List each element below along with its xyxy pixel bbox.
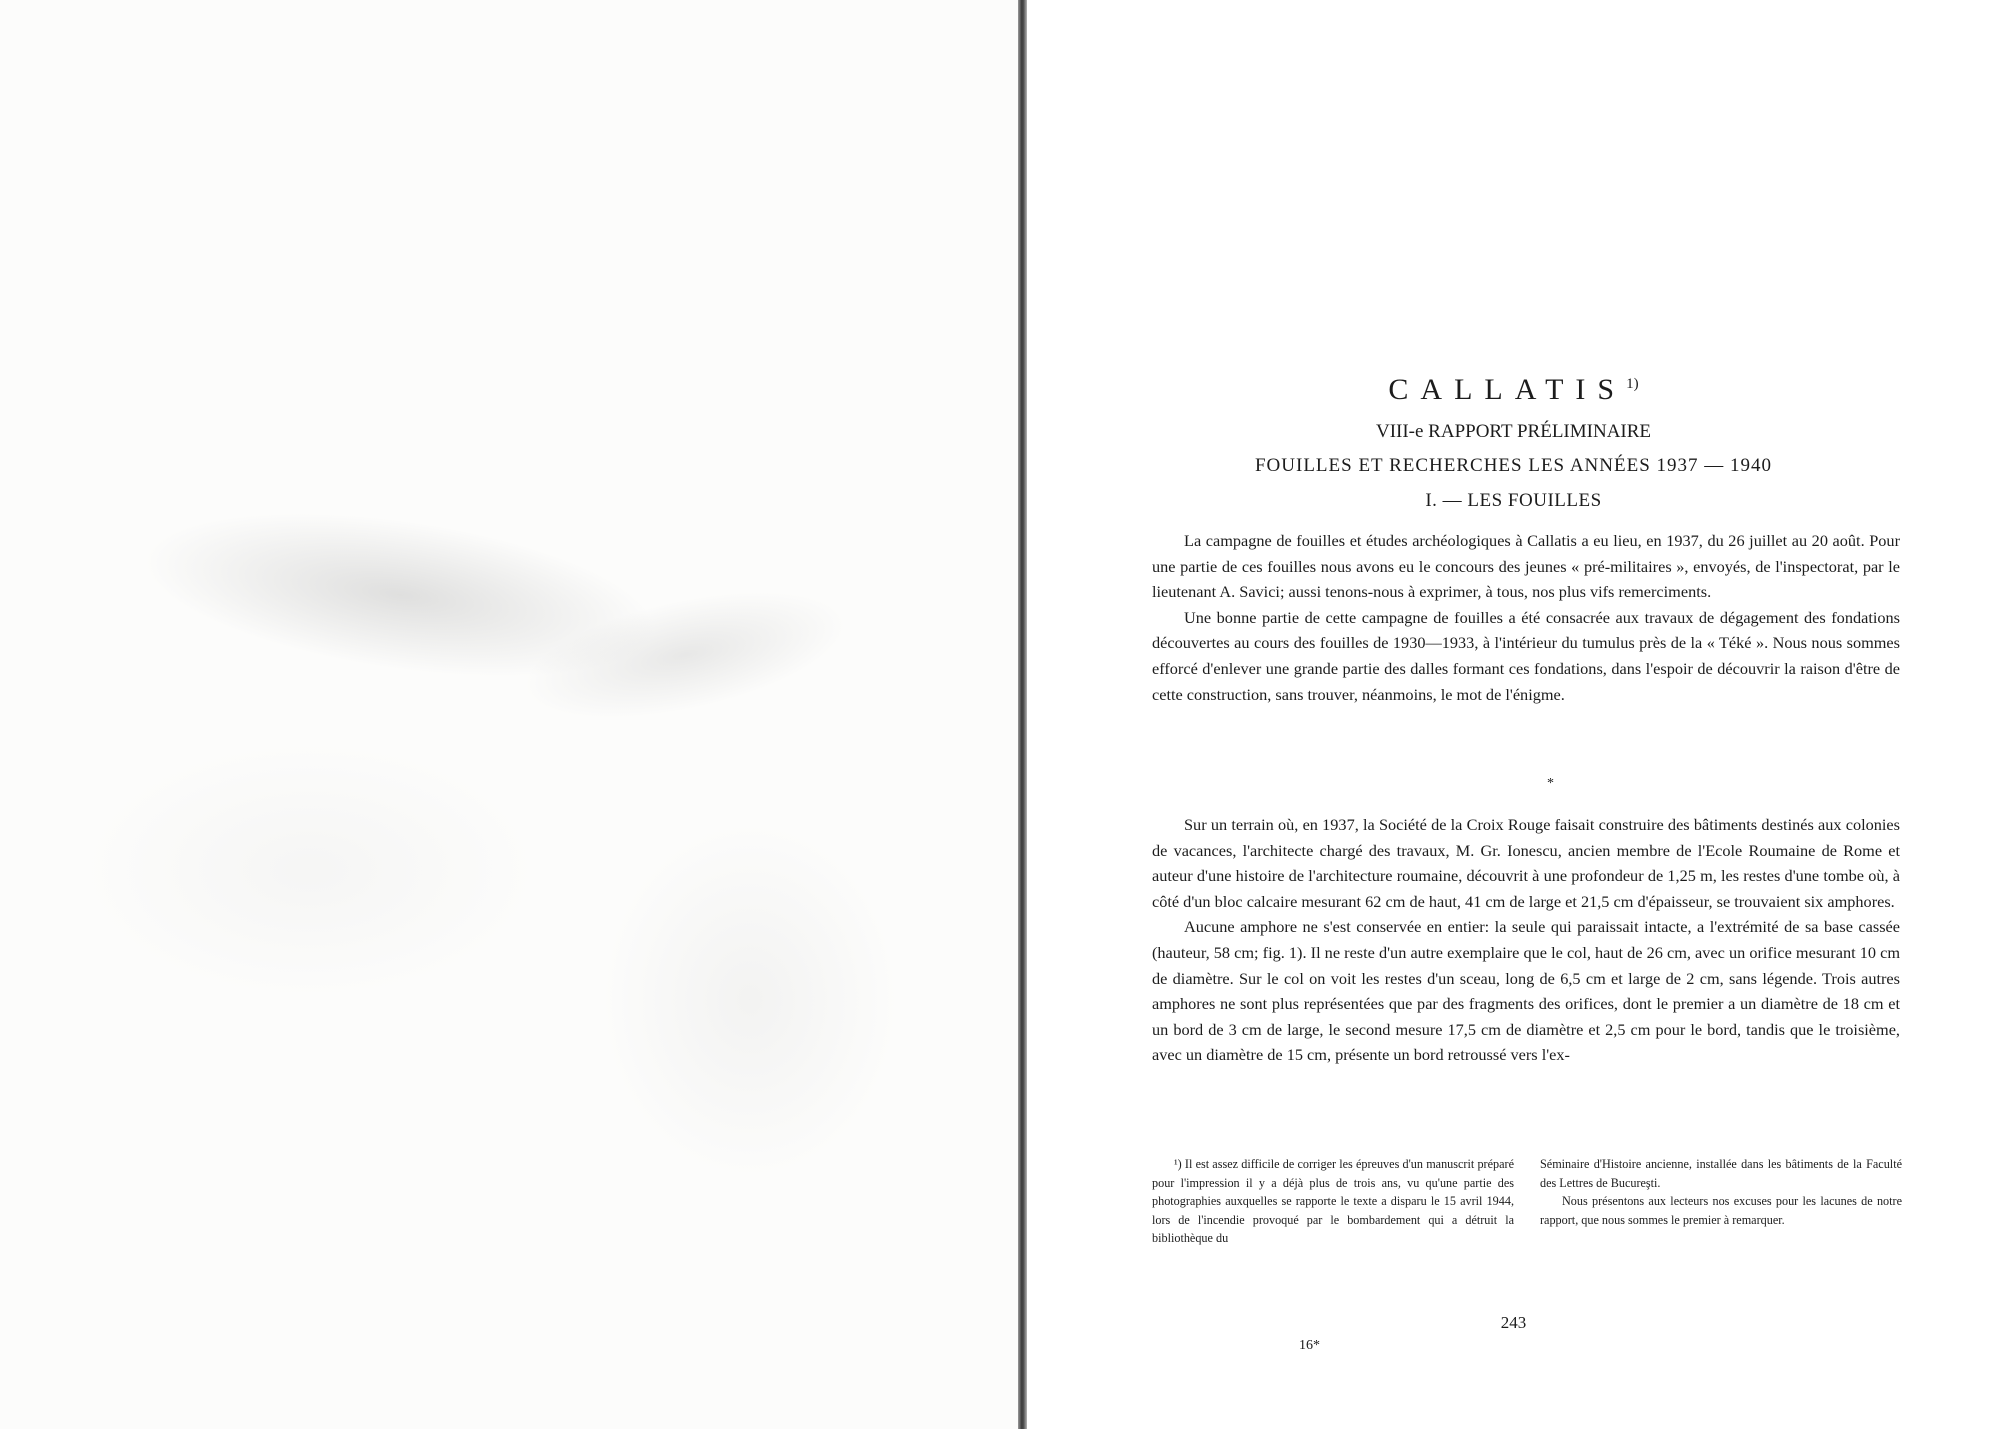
footnote-text: ¹) Il est assez difficile de corriger les épreuves d'un manuscrit préparé pour l'impression il y a déjà plus de trois ans, vu qu'une partie des photographies auxquelles se rapporte le texte a disparu le 15 avril 1944, lors de l'incendie provoqué par le bombardement qui a détruit la bibliothèque du: [1152, 1157, 1514, 1245]
footnote-left-column: [1152, 1155, 1514, 1248]
paragraph: Sur un terrain où, en 1937, la Société de la Croix Rouge faisait construire des bâtiments destinés aux colonies de vacances, l'architecte chargé des travaux, M. Gr. Ionescu, ancien membre de l'Ecole Roumaine de Rome et auteur d'une histoire de l'architecture roumaine, découvrit à une profondeur de 1,25 m, les restes d'une tombe où, à côté d'un bloc calcaire mesurant 62 cm de haut, 41 cm de large et 21,5 cm d'épaisseur, se trouvaient six amphores.: [1152, 815, 1900, 911]
page-title: [1027, 373, 2000, 407]
report-subtitle: VIII-e RAPPORT PRÉLIMINAIRE: [1375, 421, 1652, 442]
years-subtitle: FOUILLES ET RECHERCHES LES ANNÉES 1937 — 1940: [1254, 455, 1773, 476]
footnotes: [1152, 1155, 1902, 1248]
body-text-block: [1152, 528, 1900, 707]
paragraph: La campagne de fouilles et études archéologiques à Callatis a eu lieu, en 1937, du 26 juillet au 20 août. Pour une partie de ces fouilles nous avons eu le concours des jeunes « pré-militaires », envoyés, de l'inspectorat, par le lieutenant A. Savici; aussi tenons-nous à exprimer, à tous, nos plus vifs remerciments.: [1152, 531, 1900, 602]
paragraph: Aucune amphore ne s'est conservée en entier: la seule qui paraissait intacte, a l'extrémité de sa base cassée (hauteur, 58 cm; fig. 1). Il ne reste d'un autre exemplaire que le col, haut de 26 cm, avec un orifice mesurant 10 cm de diamètre. Sur le col on voit les restes d'un sceau, long de 6,5 cm et large de 2 cm, sans légende. Trois autres amphores ne sont plus représentées que par des fragments des orifices, dont le premier a un diamètre de 18 cm et un bord de 3 cm de large, le second mesure 17,5 cm de diamètre et 2,5 cm pour le bord, tandis que le troisième, avec un diamètre de 15 cm, présente un bord retroussé vers l'ex-: [1152, 917, 1900, 1065]
left-page-smudge: [80, 740, 540, 1000]
book-gutter: [1018, 0, 1027, 1429]
title-footnote-marker: 1): [1626, 376, 1639, 392]
footnote-text: Séminaire d'Histoire ancienne, installée dans les bâtiments de la Faculté des Lettres de Bucureşti.: [1540, 1157, 1902, 1190]
left-page-smudge: [600, 820, 900, 1180]
footnote-right-column: [1540, 1155, 1902, 1248]
section-heading: I. — LES FOUILLES: [1425, 490, 1602, 511]
paragraph: Une bonne partie de cette campagne de fouilles a été consacrée aux travaux de dégagement des fondations découvertes au cours des fouilles de 1930—1933, à l'intérieur du tumulus près de la « Téké ». Nous nous sommes efforcé d'enlever une grande partie des dalles formant ces fondations, dans l'espoir de découvrir la raison d'être de cette construction, sans trouver, néanmoins, le mot de l'énigme.: [1152, 607, 1900, 704]
section-separator: *: [1547, 776, 1554, 791]
body-text-block: [1152, 812, 1900, 1068]
page-number: 243: [1500, 1313, 1527, 1332]
printer-signature: 16*: [1299, 1338, 1320, 1353]
title-text: CALLATIS: [1388, 373, 1627, 406]
footnote-text: Nous présentons aux lecteurs nos excuses pour les lacunes de notre rapport, que nous sommes le premier à remarquer.: [1540, 1194, 1902, 1227]
right-text-page: [1027, 0, 2000, 1429]
